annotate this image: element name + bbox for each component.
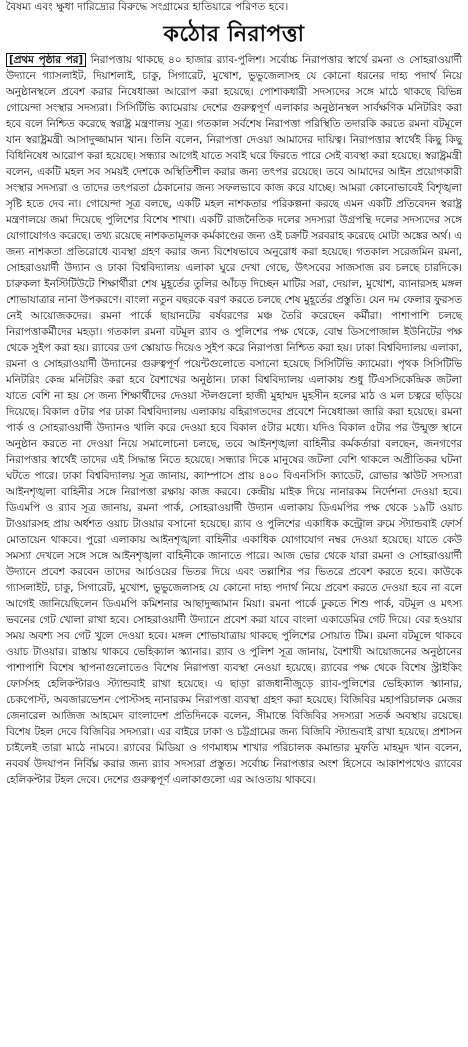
article-body <box>0 52 468 1037</box>
article-text: নিরাপত্তায় থাকছে ৪০ হাজার র‌্যাব-পুলিশ। সর্বোচ্চ নিরাপত্তার স্বার্থে রমনা ও সোহরাওয়ার্দী উদ্যানে গ্যাসলাইট, দিয়াশলাই, চাকু, সিগারেট, মুখোশ, ভুভুজেলাসহ যে কোনো ধরনের দাহ্য পদার্থ নিয়ে অনুষ্ঠানস্থলে প্রবেশ করার নিষেধাজ্ঞা আরোপ করা হয়েছে। পোশাকধারী সদস্যদের সঙ্গে মাঠে থাকছে বিভিন্ন গোয়েন্দা সংস্থার সদস্যরা। সিসিটিভি ক্যামেরায় দেশের গুরুত্বপূর্ণ এলাকার অনুষ্ঠানস্থল সার্বক্ষণিক মনিটরিং করা হবে বলে নিশ্চিত করেছে স্বরাষ্ট্র মন্ত্রণালয় সূত্র। গতকাল সর্বশেষ নিরাপত্তা পরিস্থিতি তদারকি করতে রমনা বটমূলে যান স্বরাষ্ট্রমন্ত্রী আসাদুজ্জামান খান। তিনি বলেন, নিরাপত্তা দেওয়া আমাদের দায়িত্ব। নিরাপত্তার স্বার্থেই কিছু কিছু বিধিনিষেধ আরোপ করা হয়েছে। সন্ধ্যার আগেই যাতে সবাই ঘরে ফিরতে পারে সেই ব্যবস্থা করা হয়েছে। স্বরাষ্ট্রমন্ত্রী বলেন, একটি মহল সব সময়ই দেশকে অস্থিতিশীল করার জন্য তৎপর রয়েছে। তবে আমাদের আইন প্রয়োগকারী সংস্থার সদস্যরা ও তাদের তৎপরতা ঠেকানোর জন্য সফলভাবে কাজ করে যাচ্ছে। আমরা কোনোভাবেই বিশৃঙ্খলা সৃষ্টি হতে দেব না। গোয়েন্দা সূত্র বলছে, একটি মহল নাশকতার পরিকল্পনা করছে এমন একটি প্রতিবেদন স্বরাষ্ট্র মন্ত্রণালয়ে জমা দিয়েছে পুলিশের বিশেষ শাখা। একটি রাজনৈতিক দলের সদস্যরা উগ্রপন্থি দলের সদস্যদের সঙ্গে যোগাযোগও করেছে। তথ্য রয়েছে নাশকতামূলক কর্মকাণ্ডের জন্য ওই চক্রটি সরবরাহ করেছে মোটা অঙ্কের অর্থ। এ জন্য নাশকতা প্রতিরোধে ব্যবস্থা গ্রহণ করার জন্য বিশেষভাবে অনুরোধ করা হয়েছে। গতকাল সরেজমিন রমনা, সোহরাওয়ার্দী উদ্যান ও ঢাকা বিশ্ববিদ্যালয় এলাকা ঘুরে দেখা গেছে, উৎসবের সাজসাজ রব চলছে চারদিকে। চারুকলা ইনস্টিটিউটে শিক্ষার্থীরা শেষ মুহূর্তের তুলির আঁচড় দিচ্ছেন মাটির সরা, দেয়াল, মুখোশ, ব্যানারসহ মঙ্গল শোভাযাত্রার নানা উপকরণে। বাংলা নতুন বছরকে বরণ করতে চলছে শেষ মুহূর্তের প্রস্তুতি। যেন দম ফেলার ফুরসত নেই আয়োজকদের। রমনা পার্কে ছায়ানটের বর্ষবরণের মঞ্চ তৈরি করেছেন কর্মীরা। পাশাপাশি চলছে নিরাপত্তাকর্মীদের মহড়া। গতকাল রমনা বটমূল র‌্যাব ও পুলিশের পক্ষ থেকে, বোম্ব ডিসপোজাল ইউনিটের পক্ষ থেকে সুইপ করা হয়। র‌্যাবের ডগ স্কোয়াড দিয়েও সুইপ করে নিরাপত্তা নিশ্চিত করা হয়। ঢাকা বিশ্ববিদ্যালয় এলাকা, রমনা ও সোহরাওয়ার্দী উদ্যানের গুরুত্বপূর্ণ পয়েন্টগুলোতে বসানো হয়েছে সিসিটিভি ক্যামেরা। পৃথক সিসিটিভি মনিটরিং কেন্দ্র মনিটরিং করা হবে বৈশাখের অনুষ্ঠান। ঢাকা বিশ্ববিদ্যালয় এলাকায় শুধু টিএসসিকেন্দ্রিক জটলা যাতে বেশি না হয় সে জন্য শিক্ষার্থীদের দেওয়া স্টলগুলো হাজী মুহাম্মদ মুহসীন হলের মাঠ ও মল চত্বরে ছড়িয়ে দিয়েছে। বিকাল ৫টার পর ঢাকা বিশ্ববিদ্যালয় এলাকায় বহিরাগতদের প্রবেশে নিষেধাজ্ঞা জারি করা হয়েছে। রমনা পার্ক ও সোহরাওয়ার্দী উদ্যানও খালি করে দেওয়া হবে বিকাল ৫টার মধ্যে। যদিও বিকাল ৫টার পর উন্মুক্ত স্থানে অনুষ্ঠান করতে না দেওয়া নিয়ে সমালোচনা চলছে, তবে আইনশৃঙ্খলা বাহিনীর কর্মকর্তারা বলছেন, জনগণের নিরাপত্তার স্বার্থেই তাদের এই সিদ্ধান্ত নিতে হয়েছে। সন্ধ্যার দিকে মানুষের জটলা বেশি থাকলে অপ্রীতিকর ঘটনা ঘটতে পারে। ঢাকা বিশ্ববিদ্যালয় সূত্র জানায়, ক্যাম্পাসে প্রায় ৪০০ বিএনসিসি ক্যাডেট, রোভার স্কাউট সদস্যরা আইনশৃঙ্খলা বাহিনীর সঙ্গে নিরাপত্তা রক্ষায় কাজ করবে। কেন্দ্রীয় মাইক দিয়ে নানারকম নির্দেশনা দেওয়া হবে। ডিএমপি ও র‌্যাব সূত্র জানায়, রমনা পার্ক, সোহরাওয়ার্দী উদ্যান এলাকায় ডিএমপির পক্ষ থেকে ১৯টি ওয়াচ টাওয়ারসহ প্রায় অর্ধশত ওয়াচ টাওয়ার বসানো হয়েছে। র‌্যাব ও পুলিশের একাধিক কন্ট্রোল রুমে স্ট্যান্ডবাই ফোর্স মোতায়েন থাকবে। পুরো এলাকায় আইনশৃঙ্খলা বাহিনীর একাধিক যোগাযোগ নম্বর দেওয়া হয়েছে। যাতে কেউ সমস্যা দেখলে সঙ্গে সঙ্গে আইনশৃঙ্খলা বাহিনীকে জানাতে পারে। আজ ভোর থেকে যারা রমনা ও সোহরাওয়ার্দী উদ্যানে প্রবেশ করবেন তাদের আর্চওয়ের ভিতর দিয়ে এবং তল্লাশির পর ভিতরে প্রবেশ করতে হবে। কাউকে গ্যাসলাইট, চাকু, সিগারেট, মুখোশ, ভুভুজেলাসহ যে কোনো দাহ্য পদার্থ নিয়ে প্রবেশ করতে দেওয়া হবে না বলে আগেই জানিয়েছিলেন ডিএমপি কমিশনার আছাদুজ্জামান মিয়া। রমনা পার্কে ঢুকতে শিশু পার্ক, বটমূল ও মৎস্য ভবনের গেট খোলা রাখা হবে। সোহরাওয়ার্দী উদ্যানে প্রবেশ করা যাবে বাংলা একাডেমির গেট দিয়ে। বের হওয়ার সময় অবশ্য সব গেট খুলে দেওয়া হবে। মঙ্গল শোভাযাত্রায় থাকছে পুলিশের সোয়াত টিম। রমনা বটমূলে থাকবে ওয়াচ টাওয়ার। রাস্তায় থাকবে ভেহিক্যাল স্ক্যানার। র‌্যাব ও পুলিশ সূত্র জানায়, বৈশাখী আয়োজনের অনুষ্ঠানের পাশাপাশি বিশেষ স্থাপনাগুলোতেও বিশেষ নিরাপত্তা ব্যবস্থা নেওয়া হয়েছে। র‌্যাবের পক্ষ থেকে বিশেষ স্ট্রাইকিং ফোর্সসহ হেলিকপ্টারও স্ট্যান্ডবাই রাখা হয়েছে। এ ছাড়া রাজধানীজুড়ে র‌্যাব-পুলিশের ভেহিক্যাল স্ক্যানার, চেকপোস্ট, অবজারভেশন পোস্টসহ নানারকম নিরাপত্তা ব্যবস্থা গ্রহণ করা হয়েছে। বিজিবির মহাপরিচালক মেজর জেনারেল আজিজ আহমেদ বাংলাদেশ প্রতিদিনকে বলেন, সীমান্তে বিজিবির সদস্যরা সতর্ক অবস্থায় রয়েছে। বিশেষ টহল দেবে বিজিবির সদস্যরা। এর বাইরে ঢাকা ও চট্টগ্রামের জন্য বিজিবি স্ট্যান্ডবাই রাখা হয়েছে। প্রশাসন চাইলেই তারা মাঠে নামবে। র‌্যাবের মিডিয়া ও গণমাধ্যম শাখার পরিচালক কমান্ডার মুফতি মাহমুদ খান বলেন, নববর্ষ উদযাপন নির্বিঘ্ন করার জন্য র‌্যাব সদস্যরা প্রস্তুত। সর্বোচ্চ নিরাপত্তার অংশ হিসেবে আকাশপথেও র‌্যাবের হেলিকপ্টার টহল দেবে। দেশের গুরুত্বপূর্ণ এলাকাগুলো এর আওতায় থাকবে। <box>6 54 463 786</box>
article-headline: কঠোর নিরাপত্তা <box>163 22 305 47</box>
jump-label: [প্রথম পৃষ্ঠার পর] <box>6 53 86 67</box>
article-paragraph <box>6 52 462 788</box>
previous-article-last-line: বৈষম্য এবং ক্ষুধা দারিদ্র্যের বিরুদ্ধে সংগ্রামের হাতিয়ারে পরিণত হবে। <box>6 1 289 13</box>
